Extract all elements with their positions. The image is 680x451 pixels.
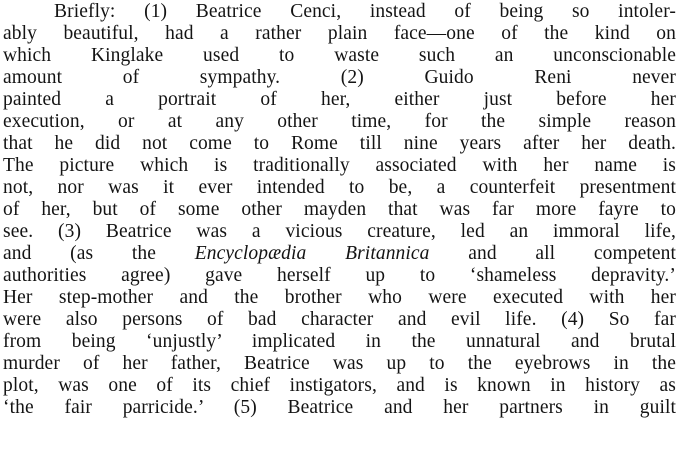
text-line-3: which Kinglake used to waste such an unconscionable [3, 45, 676, 66]
text-line-16: from being ‘unjustly’ implicated in the unnatural and brutal [3, 331, 676, 352]
text-line-18: plot, was one of its chief instigators, and is known in history as [3, 375, 676, 396]
text-line-12-before: and (as the [3, 243, 195, 264]
text-line-14: Her step-mother and the brother who were executed with her [3, 287, 676, 308]
text-line-1: Briefly: (1) Beatrice Cenci, instead of being so intoler- [54, 1, 676, 22]
text-line-9: not, nor was it ever intended to be, a counterfeit presentment [3, 177, 676, 198]
text-line-15: were also persons of bad character and evil life. (4) So far [3, 309, 676, 330]
text-line-10: of her, but of some other mayden that was far more fayre to [3, 199, 676, 220]
text-line-12-after: and all competent [429, 243, 676, 264]
text-line-5: painted a portrait of her, either just before her [3, 89, 676, 110]
text-line-7: that he did not come to Rome till nine years after her death. [3, 133, 676, 154]
text-line-12 [3, 243, 676, 265]
encyclopaedia-title: Encyclopædia Britannica [194, 243, 430, 264]
text-line-11: see. (3) Beatrice was a vicious creature, led an immoral life, [3, 221, 676, 242]
text-line-8: The picture which is traditionally associated with her name is [3, 155, 676, 176]
text-line-13: authorities agree) gave herself up to ‘shameless depravity.’ [3, 265, 676, 286]
text-line-2: ably beautiful, had a rather plain face—one of the kind on [3, 23, 676, 44]
text-line-4: amount of sympathy. (2) Guido Reni never [3, 67, 676, 88]
text-line-6: execution, or at any other time, for the simple reason [3, 111, 676, 132]
text-line-19: ‘the fair parricide.’ (5) Beatrice and her partners in guilt [3, 397, 676, 418]
text-line-17: murder of her father, Beatrice was up to the eyebrows in the [3, 353, 676, 374]
